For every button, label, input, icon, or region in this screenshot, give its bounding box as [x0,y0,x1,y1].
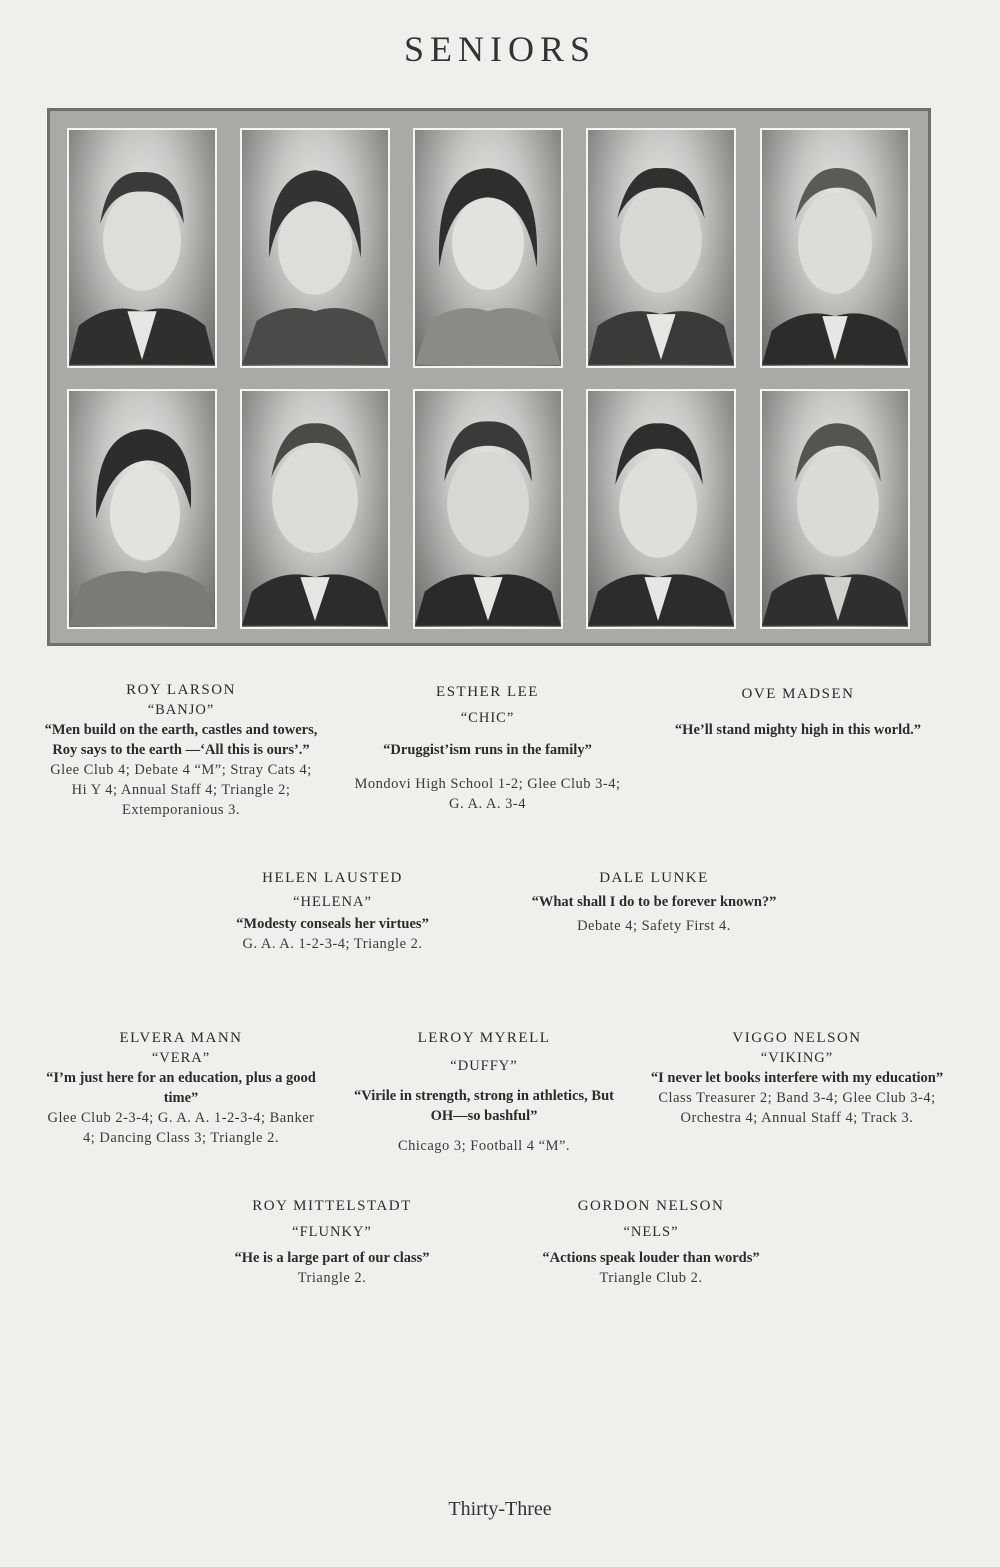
portrait-panel [47,108,931,646]
senior-nickname: “BANJO” [147,702,215,718]
senior-entry [343,1028,625,1156]
senior-activities: Mondovi High School 1-2; Glee Club 3-4; G. A. A. 3-4 [354,776,621,812]
senior-entry [42,680,320,820]
senior-nickname: “HELENA” [293,894,372,910]
senior-nickname: “VIKING” [760,1050,834,1066]
senior-quote: “Modesty conseals her virtues” [236,916,429,932]
senior-nickname: “VERA” [151,1050,211,1066]
senior-activities: Glee Club 2-3-4; G. A. A. 1-2-3-4; Banker 4; Dancing Class 3; Triangle 2. [47,1110,315,1146]
senior-quote: “What shall I do to be forever known?” [531,894,777,910]
page-title: SENIORS [403,29,597,69]
portrait-photo [586,389,736,629]
senior-entry [345,682,630,814]
portrait-photo [240,128,390,368]
senior-entry [40,1028,322,1148]
senior-name: GORDON NELSON [577,1198,725,1214]
page-number: Thirty-Three [448,1498,552,1520]
senior-name: DALE LUNKE [599,870,709,886]
senior-entry [505,868,803,936]
senior-name: LEROY MYRELL [417,1030,551,1046]
senior-quote: “Virile in strength, strong in athletics, But OH—so bashful” [354,1088,614,1124]
senior-entry [182,1196,482,1288]
senior-name: ROY LARSON [126,682,236,698]
senior-quote: “I’m just here for an education, plus a good time” [46,1070,316,1106]
portrait-photo [760,128,910,368]
senior-quote: “Men build on the earth, castles and towers, Roy says to the earth —‘All this is ours’.” [44,722,318,758]
senior-quote: “I never let books interfere with my education” [650,1070,944,1086]
senior-entry [648,684,948,743]
senior-name: ELVERA MANN [119,1030,243,1046]
senior-quote: “Actions speak louder than words” [542,1250,760,1266]
senior-name: ROY MITTELSTADT [252,1198,412,1214]
senior-activities: Triangle Club 2. [599,1270,703,1286]
senior-activities: G. A. A. 1-2-3-4; Triangle 2. [242,936,423,952]
portrait-photo [67,128,217,368]
senior-activities: Class Treasurer 2; Band 3-4; Glee Club 3-4; Orchestra 4; Annual Staff 4; Track 3. [658,1090,936,1126]
senior-name: ESTHER LEE [436,684,539,700]
senior-nickname: “DUFFY” [450,1058,518,1074]
senior-entry [500,1196,802,1288]
portrait-photo [240,389,390,629]
senior-name: OVE MADSEN [741,686,855,702]
senior-name: HELEN LAUSTED [262,870,403,886]
portrait-photo [760,389,910,629]
senior-activities: Glee Club 4; Debate 4 “M”; Stray Cats 4; Hi Y 4; Annual Staff 4; Triangle 2; Extemporanious 3. [50,762,312,818]
senior-name: VIGGO NELSON [732,1030,862,1046]
portrait-photo [413,389,563,629]
senior-activities: Triangle 2. [297,1270,367,1286]
senior-activities: Debate 4; Safety First 4. [577,918,731,934]
senior-activities: Chicago 3; Football 4 “M”. [397,1138,571,1154]
senior-quote: “He’ll stand mighty high in this world.” [674,722,922,738]
portrait-photo [586,128,736,368]
senior-quote: “He is a large part of our class” [234,1250,430,1266]
senior-entry [190,868,475,954]
portrait-photo [413,128,563,368]
senior-quote: “Druggist’ism runs in the family” [383,742,592,758]
senior-nickname: “NELS” [623,1224,679,1240]
senior-entry [646,1028,948,1128]
portrait-photo [67,389,217,629]
senior-nickname: “CHIC” [460,710,515,726]
senior-nickname: “FLUNKY” [292,1224,372,1240]
